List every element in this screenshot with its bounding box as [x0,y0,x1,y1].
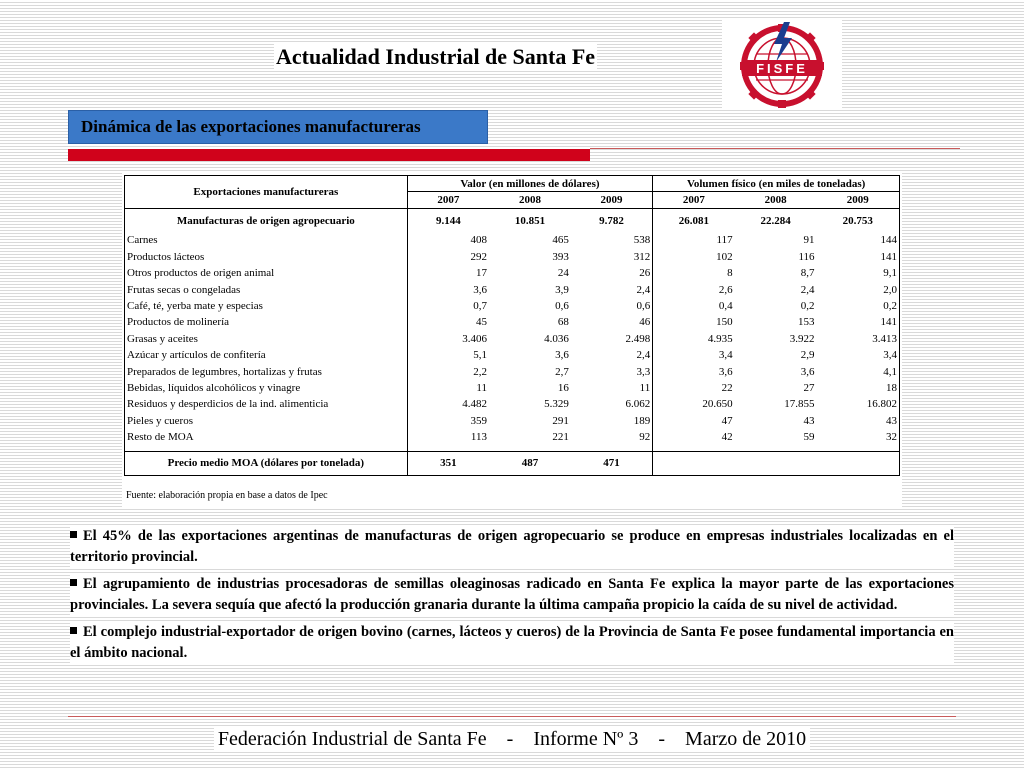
bullet-item [70,574,954,616]
year-header: 2008 [735,192,817,208]
svg-text:FISFE: FISFE [756,61,808,76]
row-value: 2,0 [817,281,900,297]
year-header: 2009 [571,192,653,208]
row-value: 46 [571,314,653,330]
row-value: 5.329 [544,398,569,411]
square-bullet-icon [70,579,77,586]
empty-cell [653,451,735,475]
row-value: 8 [727,267,733,280]
row-value: 0,2 [800,300,815,313]
year-header: 2007 [407,192,489,208]
fisfe-logo-icon [722,18,842,110]
table-row [125,265,900,281]
row-value: 3.406 [462,332,488,345]
corner-header: Exportaciones manufactureras [125,176,408,209]
row-value: 5,1 [473,349,488,362]
row-value: 20.650 [702,398,733,411]
summary-value: 22.284 [760,214,791,227]
row-value: 2,2 [473,365,488,378]
row-value: 141 [817,314,900,330]
row-value: 32 [817,429,900,445]
row-value: 22 [721,381,733,394]
fisfe-logo [722,18,842,110]
row-value: 393 [552,250,569,263]
footer-text: Federación Industrial de Santa Fe - Informe Nº 3 - Marzo de 2010 [214,728,810,750]
row-value: 312 [571,249,653,265]
row-label: Preparados de legumbres, hortalizas y frutas [125,363,408,379]
bullet-text: El 45% de las exportaciones argentinas de manufacturas de origen agropecuario se produce en empresas industriales localizadas en el territorio provincial. [70,528,954,565]
row-value: 189 [571,413,653,429]
row-value: 92 [571,429,653,445]
row-label: Otros productos de origen animal [125,265,408,281]
row-value: 68 [557,316,569,329]
row-value: 102 [716,250,733,263]
table-body [125,232,900,451]
row-value: 141 [817,249,900,265]
table-row [125,347,900,363]
row-value: 3.413 [817,331,900,347]
square-bullet-icon [70,531,77,538]
summary-value: 9.144 [435,214,461,227]
row-value: 8,7 [800,267,815,280]
row-value: 3,3 [571,363,653,379]
table-row [125,331,900,347]
summary-label: Manufacturas de origen agropecuario [125,208,408,232]
row-value: 47 [721,414,733,427]
row-value: 3,6 [800,365,815,378]
row-label: Azúcar y artículos de confitería [125,347,408,363]
row-label: Frutas secas o congeladas [125,281,408,297]
table-row [125,232,900,248]
row-label: Productos de molinería [125,314,408,330]
exports-table-panel [122,173,902,508]
price-value: 487 [489,451,571,475]
summary-value: 9.782 [571,208,653,232]
row-value: 153 [798,316,815,329]
row-value: 2,4 [800,283,815,296]
row-value: 91 [803,234,815,247]
row-value: 150 [716,316,733,329]
row-value: 0,2 [817,298,900,314]
empty-cell [817,451,900,475]
row-value: 59 [803,431,815,444]
row-value: 43 [803,414,815,427]
bullet-item [70,622,954,664]
exports-table [124,175,900,476]
summary-value: 10.851 [514,214,546,227]
price-row [125,451,900,475]
row-value: 43 [817,413,900,429]
row-value: 2,9 [800,349,815,362]
row-value: 4.482 [462,398,488,411]
empty-cell [735,451,817,475]
row-value: 4,1 [817,363,900,379]
row-value: 144 [817,232,900,248]
row-value: 11 [571,380,653,396]
row-value: 2,4 [571,347,653,363]
footer-divider [68,716,956,717]
row-value: 16.802 [817,396,900,412]
row-value: 408 [470,234,488,247]
row-value: 42 [721,431,733,444]
summary-value: 26.081 [678,214,710,227]
row-value: 4.935 [707,332,733,345]
row-label: Residuos y desperdicios de la ind. alimenticia [125,396,408,412]
row-value: 113 [470,431,488,444]
row-value: 17.855 [784,398,815,411]
row-value: 359 [470,414,488,427]
table-row [125,429,900,445]
row-value: 292 [470,250,488,263]
row-label: Carnes [125,232,408,248]
bullet-item [70,526,954,568]
row-label: Pieles y cueros [125,413,408,429]
footer [0,728,1024,751]
year-header: 2007 [653,192,735,208]
row-value: 3,6 [473,283,488,296]
accent-red-bar [68,149,590,161]
row-value: 3,6 [555,349,569,362]
row-value: 2,4 [571,281,653,297]
table-row [125,298,900,314]
table-row [125,380,900,396]
row-value: 221 [552,431,569,444]
row-value: 2,6 [718,283,733,296]
table-row [125,281,900,297]
row-value: 291 [552,414,569,427]
summary-value: 20.753 [817,208,900,232]
table-row [125,413,900,429]
section-subtitle: Dinámica de las exportaciones manufactureras [81,117,421,136]
row-label: Resto de MOA [125,429,408,445]
section-subtitle-box [68,110,488,144]
row-value: 16 [557,381,569,394]
bullet-text: El agrupamiento de industrias procesadoras de semillas oleaginosas radicado en Santa Fe explica la mayor parte de las exportaciones provinciales. La severa sequía que afectó la producción granaria durante la última campaña propicio la caída de su nivel de actividad. [70,576,954,613]
table-row [125,314,900,330]
row-value: 0,7 [473,300,488,313]
row-value: 3,9 [555,283,569,296]
row-value: 3,4 [817,347,900,363]
row-value: 26 [571,265,653,281]
volume-group-header: Volumen físico (en miles de toneladas) [653,176,900,192]
square-bullet-icon [70,627,77,634]
row-value: 2,7 [555,365,569,378]
row-value: 3,6 [718,365,733,378]
bullet-list [70,526,954,670]
row-value: 3.922 [789,332,815,345]
bullet-text: El complejo industrial-exportador de origen bovino (carnes, lácteos y cueros) de la Provincia de Santa Fe posee fundamental importancia en el ámbito nacional. [70,624,954,661]
price-label: Precio medio MOA (dólares por tonelada) [125,451,408,475]
row-value: 0,4 [718,300,733,313]
row-value: 27 [803,381,815,394]
row-label: Grasas y aceites [125,331,408,347]
table-row [125,363,900,379]
row-value: 9,1 [817,265,900,281]
row-value: 116 [798,250,815,263]
row-label: Café, té, yerba mate y especias [125,298,408,314]
row-value: 3,4 [718,349,733,362]
year-header: 2009 [817,192,900,208]
row-value: 0,6 [555,300,569,313]
row-value: 0,6 [571,298,653,314]
row-value: 17 [476,267,488,280]
row-value: 11 [476,381,488,394]
year-header: 2008 [489,192,571,208]
row-value: 465 [552,234,569,247]
row-label: Bebidas, líquidos alcohólicos y vinagre [125,380,408,396]
row-value: 45 [476,316,488,329]
row-value: 4.036 [544,332,569,345]
row-value: 18 [817,380,900,396]
summary-row [125,208,900,232]
row-value: 117 [716,234,733,247]
row-value: 538 [571,232,653,248]
table-source-note: Fuente: elaboración propia en base a datos de Ipec [126,490,328,501]
price-value: 471 [571,451,653,475]
price-value: 351 [407,451,489,475]
accent-red-line [590,148,960,149]
row-value: 6.062 [571,396,653,412]
table-row [125,249,900,265]
row-value: 2.498 [571,331,653,347]
table-row [125,396,900,412]
page-title: Actualidad Industrial de Santa Fe [276,44,596,69]
value-group-header: Valor (en millones de dólares) [407,176,653,192]
row-label: Productos lácteos [125,249,408,265]
row-value: 24 [557,267,569,280]
